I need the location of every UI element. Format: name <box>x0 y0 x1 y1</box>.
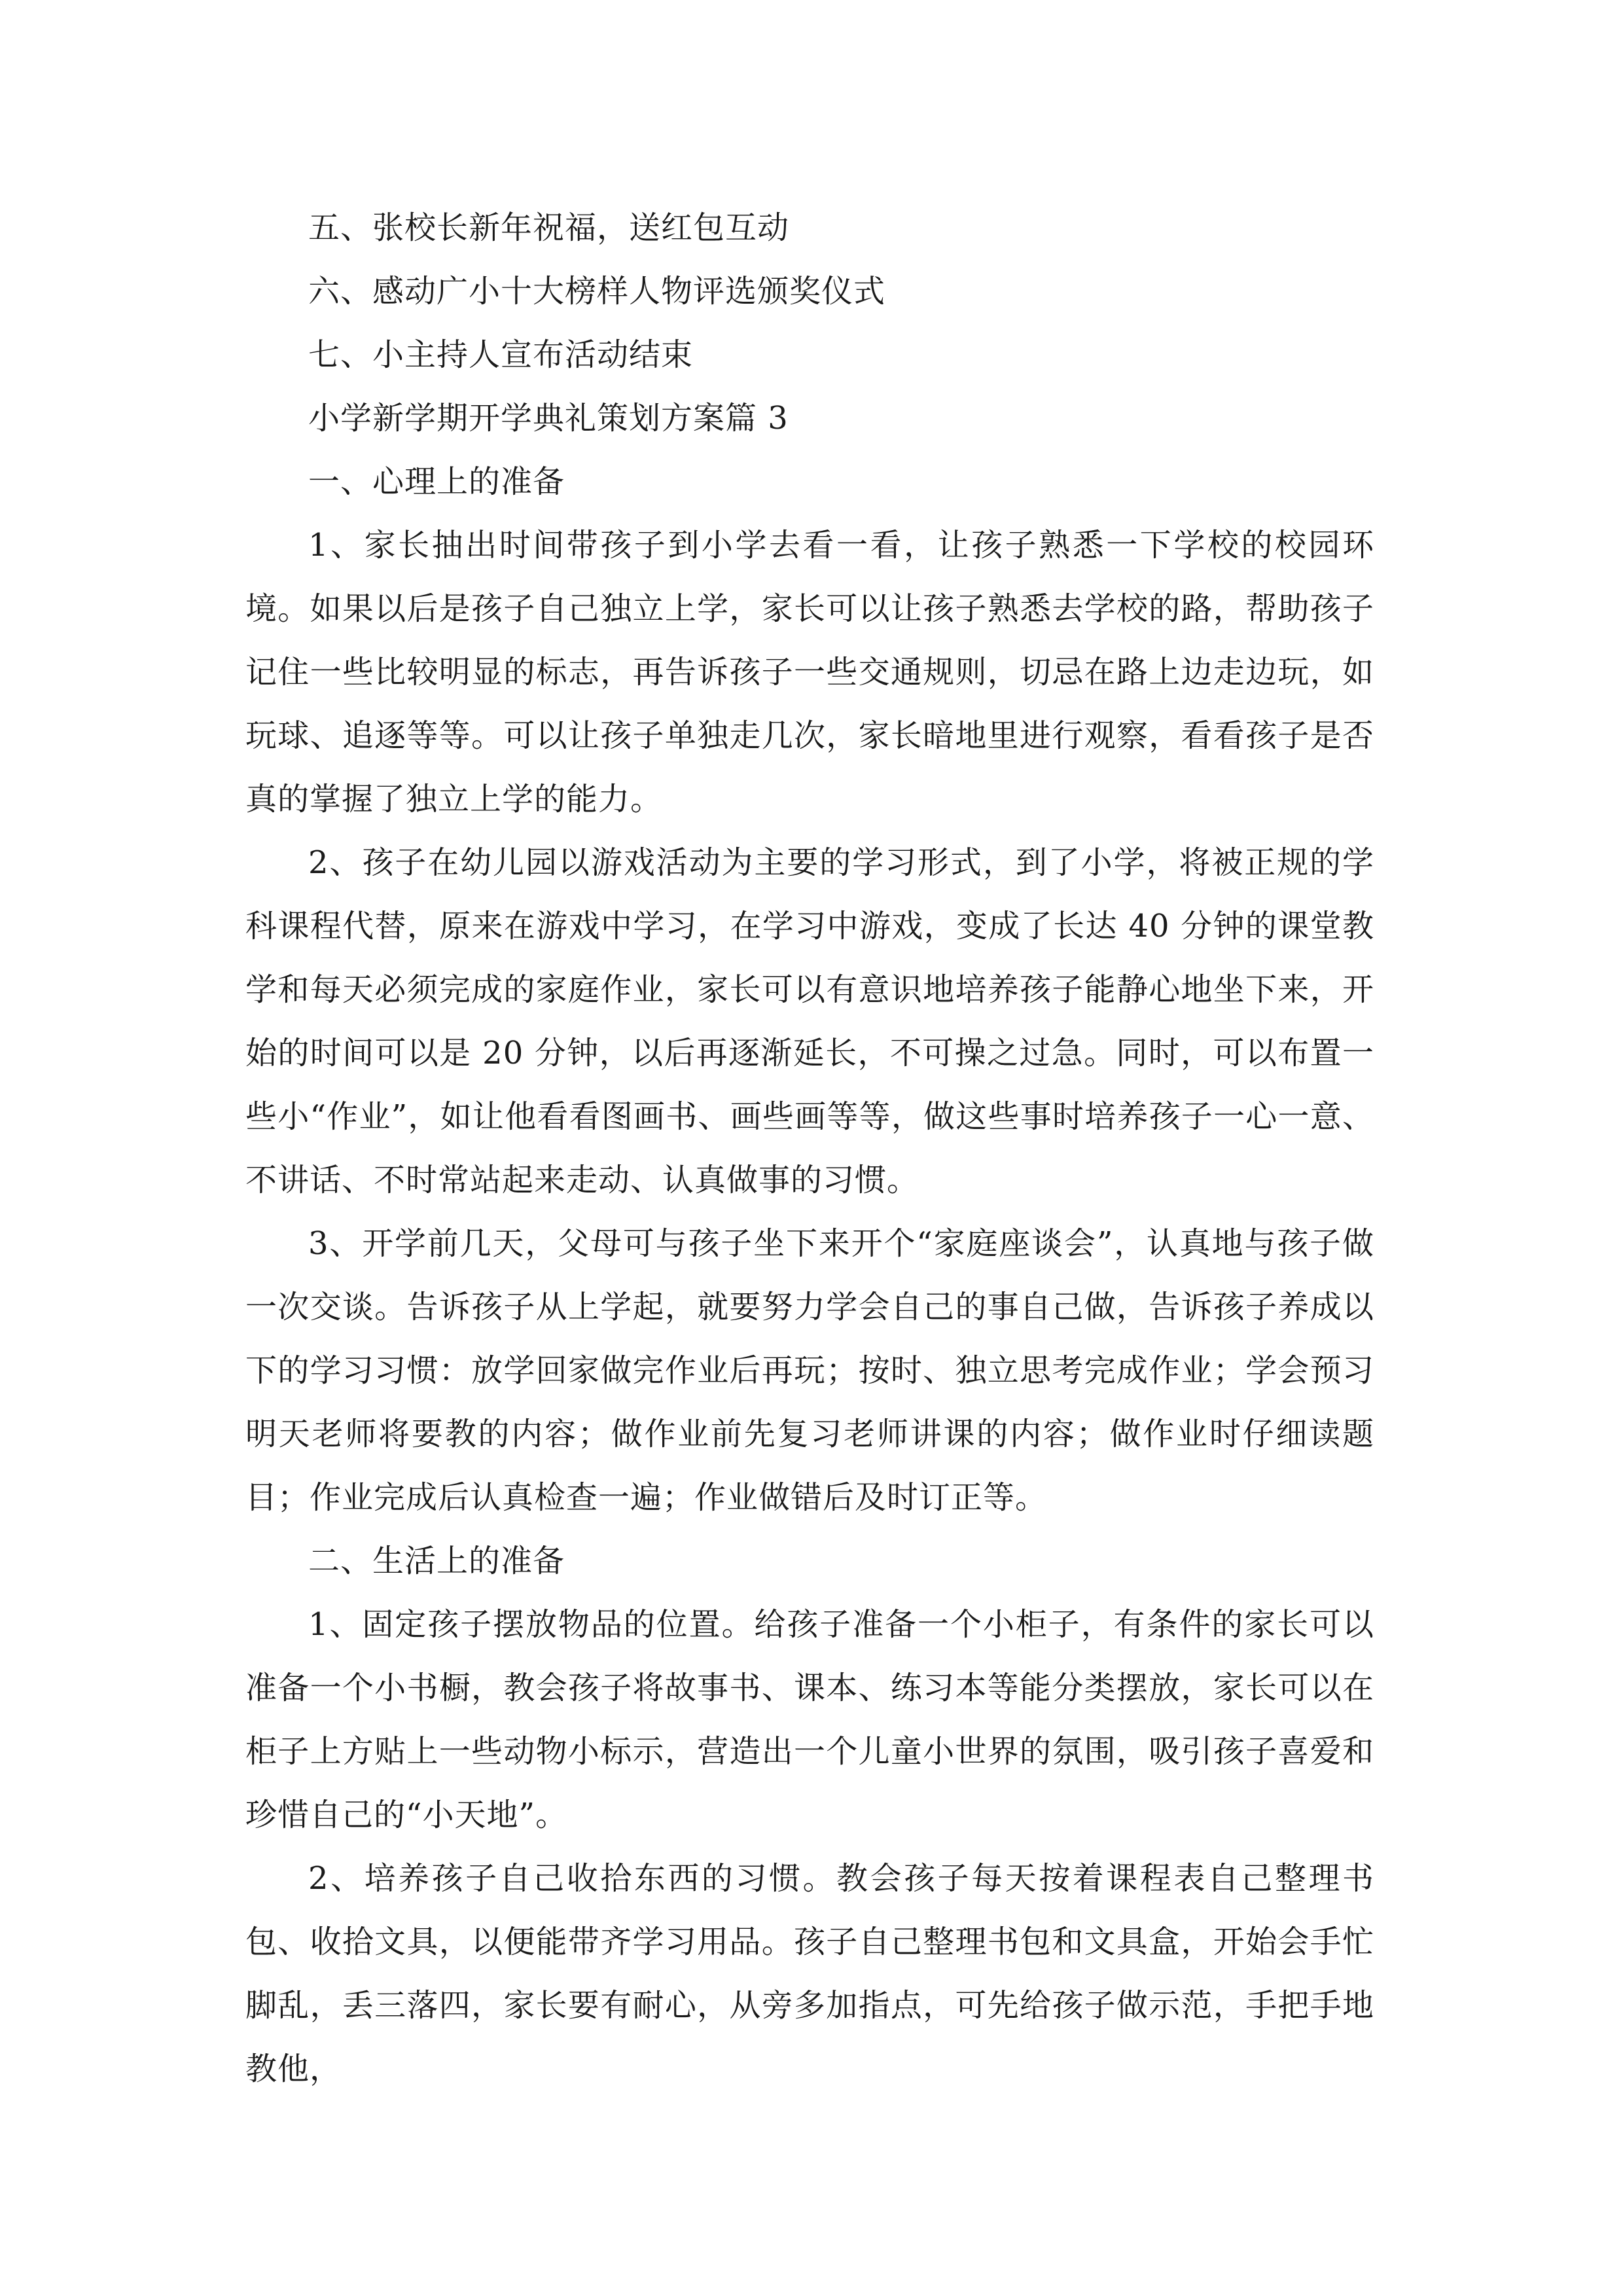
paragraph-family-talk: 3、开学前几天，父母可与孩子坐下来开个“家庭座谈会”，认真地与孩子做一次交谈。告诉孩子从上学起，就要努力学会自己的事自己做，告诉孩子养成以下的学习习惯：放学回家做完作业后再玩；按时、独立思考完成作业；学会预习明天老师将要教的内容；做作业前先复习老师讲课的内容；做作业时仔细读题目；作业完成后认真检查一遍；作业做错后及时订正等。 <box>245 1225 1374 1516</box>
paragraph-tidy-habit: 2、培养孩子自己收拾东西的习惯。教会孩子每天按着课程表自己整理书包、收拾文具，以便能带齐学习用品。孩子自己整理书包和文具盒，开始会手忙脚乱，丢三落四，家长要有耐心，从旁多加指点，可先给孩子做示范，手把手地教他， <box>245 1860 1374 2087</box>
heading-psychological-prep: 一、心理上的准备 <box>308 463 565 500</box>
paragraph-fixed-place: 1、固定孩子摆放物品的位置。给孩子准备一个小柜子，有条件的家长可以准备一个小书橱，教会孩子将故事书、课本、练习本等能分类摆放，家长可以在柜子上方贴上一些动物小标示，营造出一个儿童小世界的氛围，吸引孩子喜爱和珍惜自己的“小天地”。 <box>245 1606 1374 1833</box>
list-item-award-ceremony: 六、感动广小十大榜样人物评选颁奖仪式 <box>308 273 886 310</box>
document-body <box>245 196 1374 2101</box>
heading-life-prep: 二、生活上的准备 <box>308 1543 565 1579</box>
section-title: 小学新学期开学典礼策划方案篇 3 <box>308 400 789 437</box>
paragraph-study-form: 2、孩子在幼儿园以游戏活动为主要的学习形式，到了小学，将被正规的学科课程代替，原来在游戏中学习，在学习中游戏，变成了长达 40 分钟的课堂教学和每天必须完成的家庭作业，家长可以有意识地培养孩子能静心地坐下来，开始的时间可以是 20 分钟，以后再逐渐延长，不可操之过急。同时，可以布置一些小“作业”，如让他看看图画书、画些画等等，做这些事时培养孩子一心一意、不讲话、不时常站起来走动、认真做事的习惯。 <box>245 844 1374 1198</box>
paragraph-visit-school: 1、家长抽出时间带孩子到小学去看一看，让孩子熟悉一下学校的校园环境。如果以后是孩子自己独立上学，家长可以让孩子熟悉去学校的路，帮助孩子记住一些比较明显的标志，再告诉孩子一些交通规则，切忌在路上边走边玩，如玩球、追逐等等。可以让孩子单独走几次，家长暗地里进行观察，看看孩子是否真的掌握了独立上学的能力。 <box>245 527 1374 817</box>
list-item-principal-greeting: 五、张校长新年祝福，送红包互动 <box>308 209 790 246</box>
list-item-closing: 七、小主持人宣布活动结束 <box>308 336 694 373</box>
